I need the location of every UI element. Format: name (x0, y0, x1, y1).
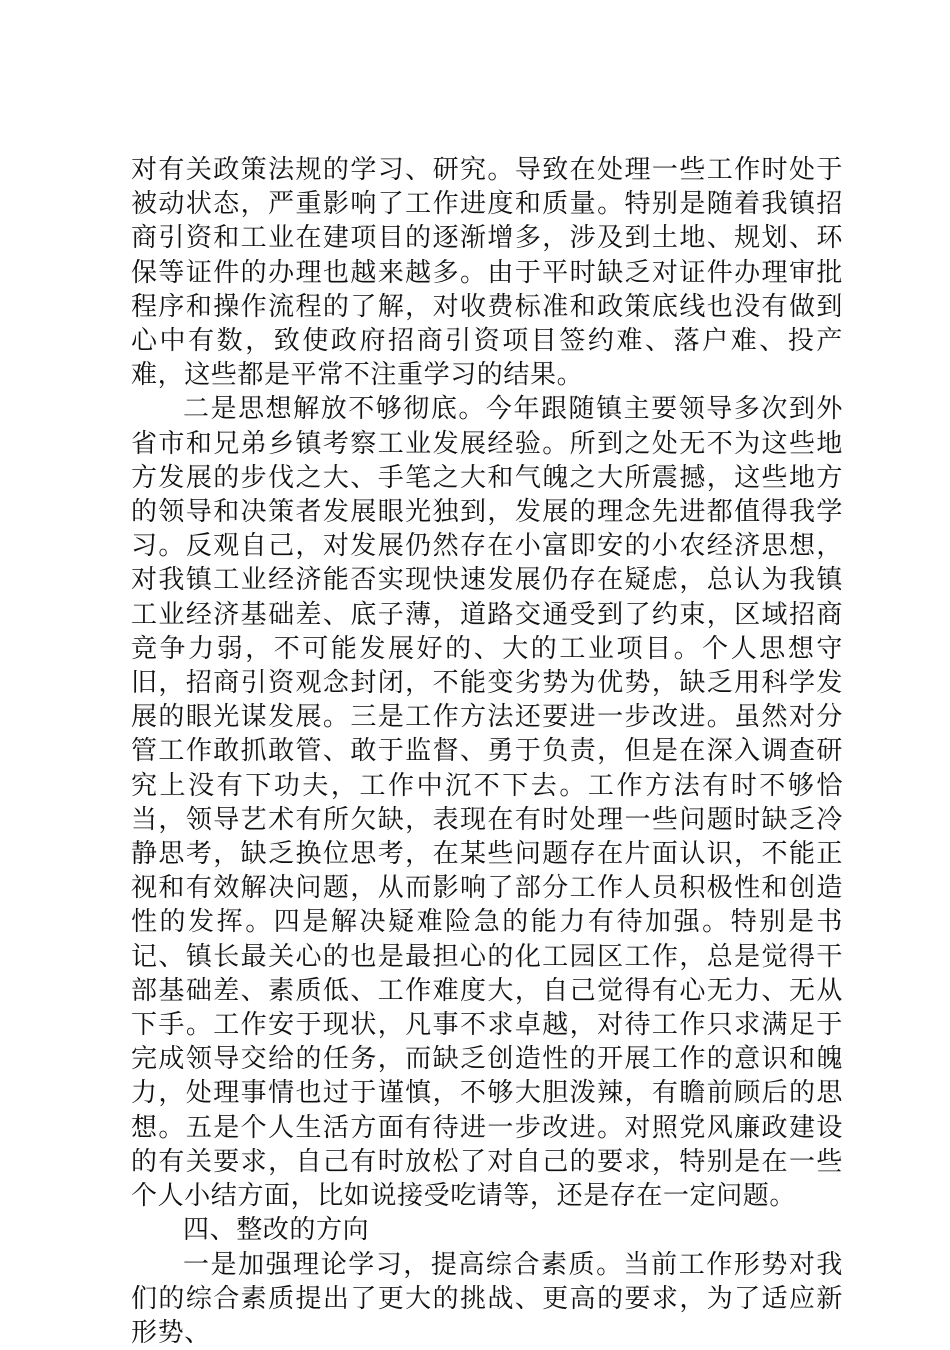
paragraph-continuation: 对有关政策法规的学习、研究。导致在处理一些工作时处于被动状态，严重影响了工作进度和质量。特别是随着我镇招商引资和工业在建项目的逐渐增多，涉及到土地、规划、环保等证件的办理也越来越多。由于平时缺乏对证件办理审批程序和操作流程的了解，对收费标准和政策底线也没有做到心中有数，致使政府招商引资项目签约难、落户难、投产难，这些都是平常不注重学习的结果。 (131, 153, 843, 392)
paragraph-thought-liberation: 二是思想解放不够彻底。今年跟随镇主要领导多次到外省市和兄弟乡镇考察工业发展经验。所到之处无不为这些地方发展的步伐之大、手笔之大和气魄之大所震撼，这些地方的领导和决策者发展眼光独到，发展的理念先进都值得我学习。反观自己，对发展仍然存在小富即安的小农经济思想，对我镇工业经济能否实现快速发展仍存在疑虑，总认为我镇工业经济基础差、底子薄，道路交通受到了约束，区域招商竞争力弱，不可能发展好的、大的工业项目。个人思想守旧，招商引资观念封闭，不能变劣势为优势，缺乏用科学发展的眼光谋发展。三是工作方法还要进一步改进。虽然对分管工作敢抓敢管、敢于监督、勇于负责，但是在深入调查研究上没有下功夫，工作中沉不下去。工作方法有时不够恰当，领导艺术有所欠缺，表现在有时处理一些问题时缺乏冷静思考，缺乏换位思考，在某些问题存在片面认识，不能正视和有效解决问题，从而影响了部分工作人员积极性和创造性的发挥。四是解决疑难险急的能力有待加强。特别是书记、镇长最关心的也是最担心的化工园区工作，总是觉得干部基础差、素质低、工作难度大，自己觉得有心无力、无从下手。工作安于现状，凡事不求卓越，对待工作只求满足于完成领导交给的任务，而缺乏创造性的开展工作的意识和魄力，处理事情也过于谨慎，不够大胆泼辣，有瞻前顾后的思想。五是个人生活方面有待进一步改进。对照党风廉政建设的有关要求，自己有时放松了对自己的要求，特别是在一些个人小结方面，比如说接受吃请等，还是存在一定问题。 (131, 392, 843, 1213)
document-body (131, 153, 843, 1350)
section-heading-rectification-direction: 四、整改的方向 (131, 1213, 843, 1247)
paragraph-theory-study: 一是加强理论学习，提高综合素质。当前工作形势对我们的综合素质提出了更大的挑战、更高的要求，为了适应新形势、 (131, 1248, 843, 1350)
